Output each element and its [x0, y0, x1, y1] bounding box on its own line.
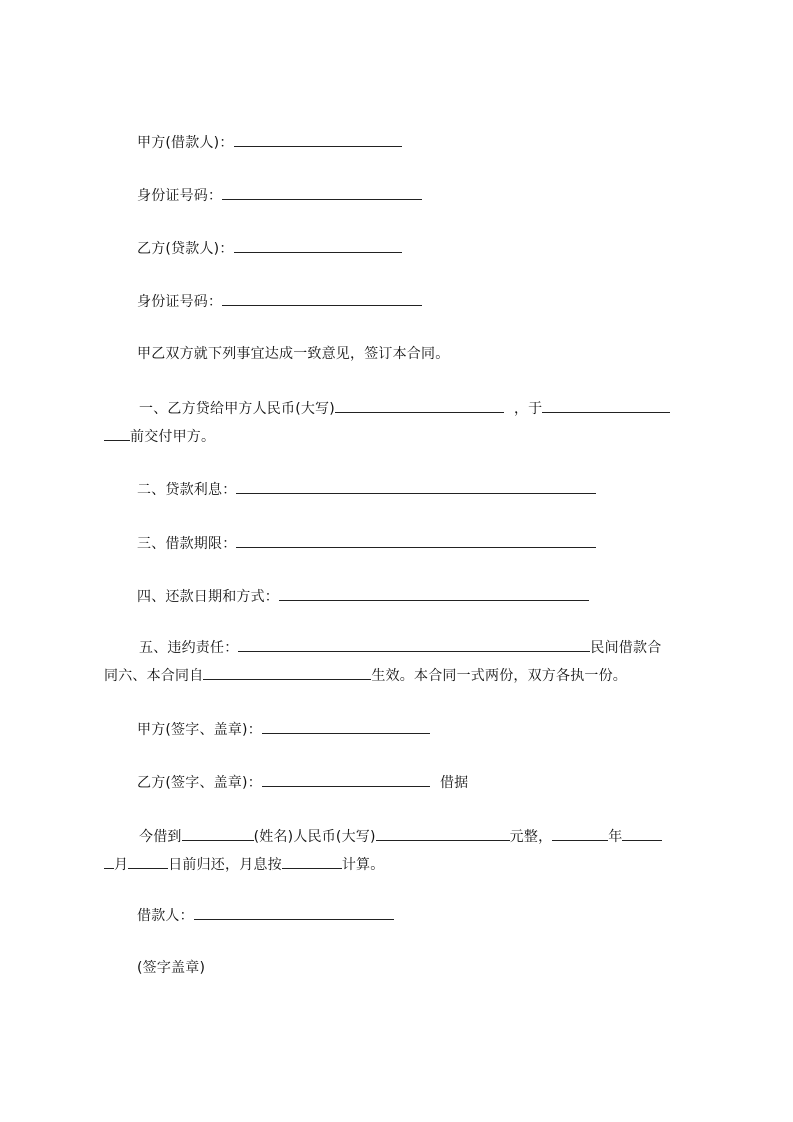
clause-four-label: 四、还款日期和方式： [137, 589, 279, 605]
clause-five-label: 五、违约责任： [139, 640, 239, 656]
month-blank-cont[interactable] [104, 853, 114, 869]
clause-one-end: 前交付甲方。 [130, 429, 216, 445]
receipt-borrowed-label: 今借到 [139, 829, 182, 845]
clause-six-tail: 生效。本合同一式两份，双方各执一份。 [371, 668, 628, 684]
day-blank[interactable] [128, 853, 168, 869]
month-blank-start[interactable] [622, 825, 662, 841]
receipt-line-1 [139, 825, 662, 847]
delivery-date-blank-cont[interactable] [104, 425, 130, 441]
calc-label: 计算。 [341, 857, 385, 873]
borrower-label: 借款人： [137, 908, 194, 924]
loan-term-blank[interactable] [236, 532, 596, 548]
borrower-line [137, 904, 394, 926]
clause-one-label: 一、乙方贷给甲方人民币(大写) [139, 401, 335, 417]
receipt-amount-suffix: 元整， [509, 829, 553, 845]
party-a-id-label: 身份证号码： [137, 188, 223, 204]
party-b-blank[interactable] [234, 237, 402, 253]
breach-blank[interactable] [238, 636, 590, 652]
party-b-id-blank[interactable] [222, 290, 422, 306]
party-a-id-blank[interactable] [222, 184, 422, 200]
interest-blank[interactable] [236, 478, 596, 494]
signature-note [137, 958, 205, 978]
party-a-line [137, 131, 402, 153]
clause-one-line-1 [139, 397, 670, 419]
clause-six-line [104, 664, 627, 686]
delivery-date-blank[interactable] [542, 397, 670, 413]
clause-six-label: 同六、本合同自 [104, 668, 204, 684]
clause-two-label: 二、贷款利息： [137, 482, 237, 498]
receipt-amount-blank[interactable] [376, 825, 510, 841]
clause-one-line-2 [104, 425, 215, 447]
year-label: 年 [608, 829, 623, 845]
party-b-line [137, 237, 402, 259]
loan-amount-blank[interactable] [335, 397, 504, 413]
clause-five-tail: 民间借款合 [590, 640, 662, 656]
receipt-currency-label: (姓名)人民币(大写) [253, 829, 376, 845]
repayment-blank[interactable] [279, 585, 589, 601]
agreement-intro-text: 甲乙双方就下列事宜达成一致意见，签订本合同。 [137, 346, 450, 362]
party-b-sign-line [137, 771, 468, 793]
repay-label: 日前归还，月息按 [168, 857, 282, 873]
clause-four-line [137, 585, 589, 607]
clause-three-label: 三、借款期限： [137, 536, 237, 552]
clause-one-connector: ，于 [513, 401, 543, 417]
party-a-label: 甲方(借款人)： [137, 135, 234, 151]
party-b-id-label: 身份证号码： [137, 294, 223, 310]
month-label: 月 [114, 857, 129, 873]
year-blank[interactable] [552, 825, 608, 841]
effective-date-blank[interactable] [203, 664, 371, 680]
clause-two-line [137, 478, 596, 500]
party-b-sign-label: 乙方(签字、盖章)： [137, 775, 262, 791]
borrower-blank[interactable] [194, 904, 394, 920]
party-a-sign-label: 甲方(签字、盖章)： [137, 722, 262, 738]
clause-three-line [137, 532, 596, 554]
party-b-sign-blank[interactable] [262, 771, 430, 787]
party-b-id-line [137, 290, 422, 312]
signature-note-text: (签字盖章) [137, 960, 206, 976]
party-a-id-line [137, 184, 422, 206]
party-a-blank[interactable] [234, 131, 402, 147]
receipt-heading: 借据 [439, 775, 469, 791]
receipt-line-2 [104, 853, 384, 875]
party-b-label: 乙方(贷款人)： [137, 241, 234, 257]
clause-five-line-1 [139, 636, 661, 658]
monthly-interest-blank[interactable] [282, 853, 342, 869]
agreement-intro [137, 344, 449, 364]
lender-name-blank[interactable] [182, 825, 254, 841]
party-a-sign-line [137, 718, 430, 740]
party-a-sign-blank[interactable] [262, 718, 430, 734]
